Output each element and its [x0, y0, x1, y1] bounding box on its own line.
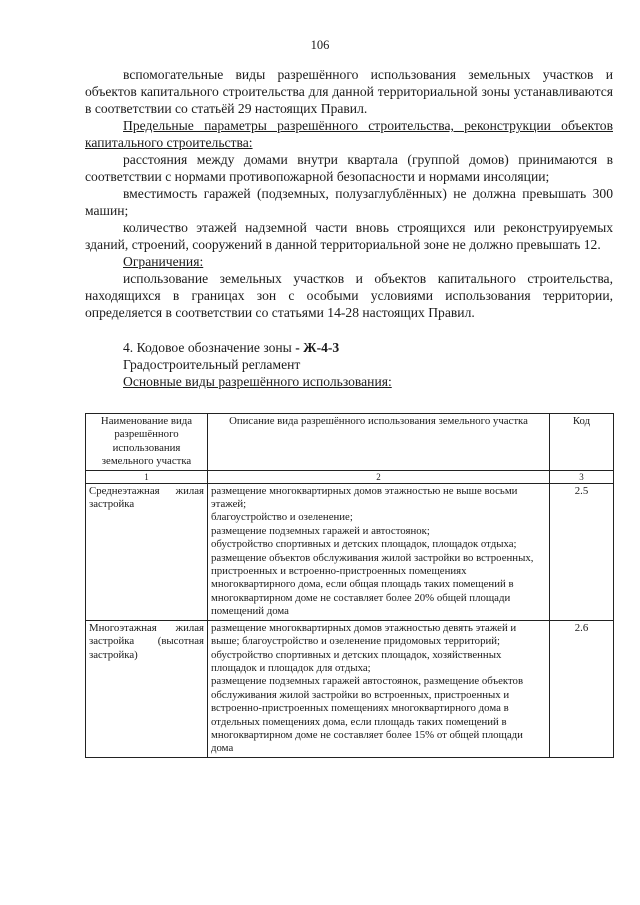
description-item: размещение многоквартирных домов этажностью не выше восьми этажей; — [211, 484, 518, 511]
column-number-3: 3 — [550, 470, 614, 483]
description-item: обустройство спортивных и детских площадок, хозяйственных площадок и площадок для отдыха; — [211, 648, 502, 674]
description-item: обустройство спортивных и детских площадок, площадок отдыха; — [211, 538, 517, 551]
description-item: благоустройство и озеленение; — [211, 511, 353, 524]
column-number-1: 1 — [86, 470, 208, 483]
column-number-2: 2 — [208, 470, 550, 483]
permitted-uses-table — [85, 413, 614, 758]
header-use-description: Описание вида разрешённого использования земельного участка — [208, 414, 550, 471]
header-code: Код — [550, 414, 614, 471]
paragraph-restrictions-heading — [85, 253, 613, 270]
table-row — [86, 620, 614, 757]
zone-heading-prefix: 4. Кодовое обозначение зоны — [123, 340, 296, 355]
table-header-row — [86, 414, 614, 471]
paragraph-restrictions-text: использование земельных участков и объектов капитального строительства, находящихся в границах зон с особыми условиями использования территории, определяется в соответствии со статьями 14-28 настоящих Правил. — [85, 271, 613, 320]
use-name: Многоэтажная жилая застройка (высотная застройка) — [86, 620, 208, 757]
page-number: 106 — [310, 38, 330, 52]
limit-params-heading: Предельные параметры разрешённого строительства, реконструкции объектов капитального строительства: — [85, 118, 613, 150]
use-description — [208, 620, 550, 757]
paragraph-auxiliary-uses: вспомогательные виды разрешённого использования земельных участков и объектов капитального строительства для данной территориальной зоны устанавливаются в соответствии со статьёй 29 настоящих Правил. — [85, 67, 613, 116]
use-name: Среднеэтажная жилая застройка — [86, 483, 208, 620]
use-code: 2.6 — [550, 620, 614, 757]
table-row — [86, 483, 614, 620]
zone-main-uses-heading — [85, 373, 613, 390]
use-description — [208, 483, 550, 620]
use-code: 2.5 — [550, 483, 614, 620]
main-uses-title: Основные виды разрешённого использования: — [123, 374, 392, 389]
description-item: размещение объектов обслуживания жилой застройки во встроенных, пристроенных и встроенно-пристроенных помещениях многоквартирного дома, если общая площадь таких помещений в многоквартирном доме не составляет более 20% общей площади помещений дома — [211, 551, 534, 618]
paragraph-floor-count: количество этажей надземной части вновь строящихся или реконструируемых зданий, строений, сооружений в данной территориальной зоне не должно превышать 12. — [85, 220, 613, 252]
body-text — [85, 66, 613, 390]
paragraph-limit-params-heading — [85, 117, 613, 151]
zone-regulation: Градостроительный регламент — [123, 357, 301, 372]
restrictions-heading: Ограничения: — [123, 254, 204, 269]
table-column-numbers-row — [86, 470, 614, 483]
zone-heading — [85, 339, 613, 356]
description-item: размещение подземных гаражей и автостоянок; — [211, 524, 430, 537]
paragraph-garage-capacity: вместимость гаражей (подземных, полузаглублённых) не должна превышать 300 машин; — [85, 186, 613, 218]
description-item: размещение подземных гаражей автостоянок, размещение объектов обслуживания жилой застройки во встроенных, пристроенных и встроенно-пристроенных помещениях многоквартирного дома в отдельных помещениях дома, если площадь таких помещений в многоквартирном доме не составляет более 15% от общей площади дома — [211, 675, 524, 755]
header-use-name: Наименование вида разрешённого использования земельного участка — [86, 414, 208, 471]
spacer — [85, 321, 613, 339]
zone-heading-code: - Ж-4-3 — [295, 340, 340, 355]
description-item: размещение многоквартирных домов этажностью девять этажей и выше; благоустройство и озеленение придомовых территорий; — [211, 621, 517, 648]
paragraph-house-distance: расстояния между домами внутри квартала (группой домов) принимаются в соответствии с нормами противопожарной безопасности и нормами инсоляции; — [85, 152, 613, 184]
